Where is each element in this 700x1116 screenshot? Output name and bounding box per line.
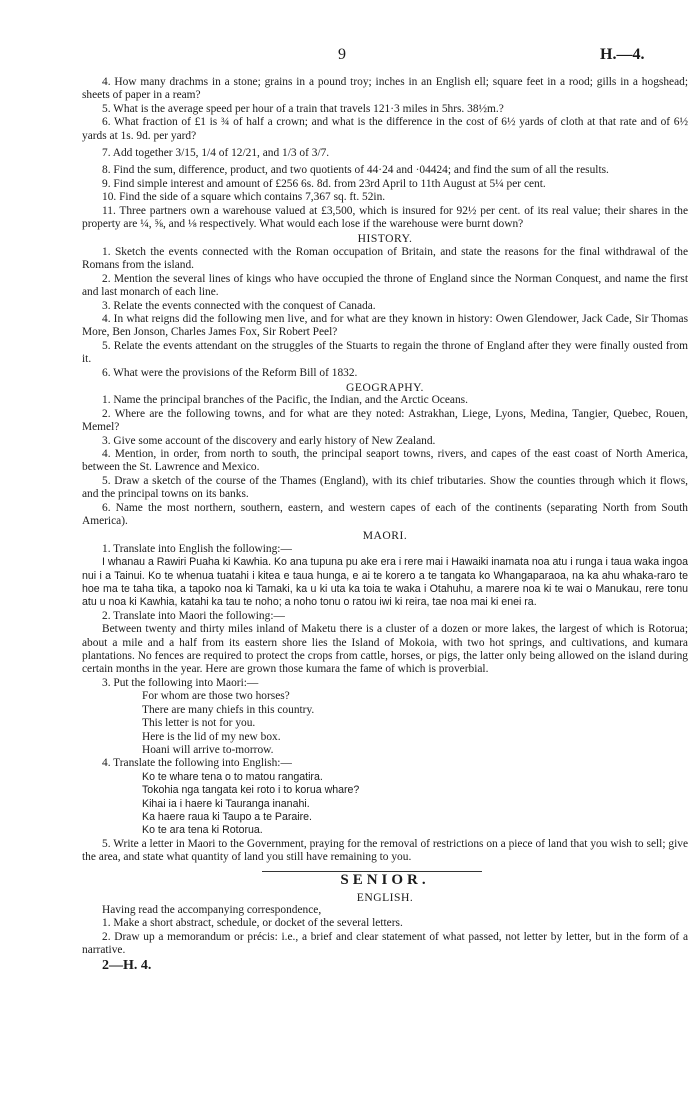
history-q2: 2. Mention the several lines of kings who have occupied the throne of England since the Norman Conquest, and name the first and last monarch of each line. bbox=[82, 272, 688, 299]
arithmetic-q7: 7. Add together 3/15, 1/4 of 12/21, and 1/3 of 3/7. bbox=[102, 147, 330, 160]
maori-q5: 5. Write a letter in Maori to the Government, praying for the removal of restrictions on a piece of land that you wish to sell; give the area, and state what quantity of land you still have remaining to you. bbox=[82, 837, 688, 864]
maori-q2-intro: 2. Translate into Maori the following:— bbox=[102, 609, 285, 622]
page-reference: H.—4. bbox=[600, 46, 645, 63]
geography-q3: 3. Give some account of the discovery and early history of New Zealand. bbox=[102, 434, 436, 447]
history-q1: 1. Sketch the events connected with the Roman occupation of Britain, and state the reasons for the final withdrawal of the Romans from the island. bbox=[82, 245, 688, 272]
history-heading: HISTORY. bbox=[357, 232, 413, 246]
arithmetic-q10: 10. Find the side of a square which contains 7,367 sq. ft. 52in. bbox=[102, 191, 386, 204]
list-item: Ka haere raua ki Taupo a te Paraire. bbox=[142, 810, 313, 823]
list-item: Here is the lid of my new box. bbox=[142, 730, 281, 743]
maori-q1-intro: 1. Translate into English the following:— bbox=[102, 542, 292, 555]
history-q6: 6. What were the provisions of the Reform Bill of 1832. bbox=[102, 366, 358, 379]
maori-q1-passage: I whanau a Rawiri Puaha ki Kawhia. Ko ana tupuna pu ake era i rere mai i Hawaiki inamata noa atu i runga i taua waka ingoa nui i a Tainui. Ko te whenua tuatahi i kitea e taua hunga, e ai te korero a te tangata ko Whangaparaoa, na ka ahu whaka-raro te hoe ma te taha tika, a tapoko noa ki Tamaki, ka u ki uta ka toia te waka i Otahuhu, a marere noa ki te wai o Manukau, rere tonu atu u noa ki Kawhia, katahi ka tau te noho; a noho tonu o ratou iwi ki reira, tae noa mai ki enei ra. bbox=[82, 556, 688, 609]
history-q4: 4. In what reigns did the following men live, and for what are they known in history: Owen Glendower, Jack Cade, Sir Thomas More, Ben Jonson, Charles James Fox, Sir Robert Peel? bbox=[82, 312, 688, 339]
arithmetic-q9: 9. Find simple interest and amount of £256 6s. 8d. from 23rd April to 11th August at 5¼ per cent. bbox=[102, 177, 546, 190]
list-item: There are many chiefs in this country. bbox=[142, 703, 315, 716]
history-q3: 3. Relate the events connected with the conquest of Canada. bbox=[102, 299, 376, 312]
list-item: Kihai ia i haere ki Tauranga inanahi. bbox=[142, 797, 310, 810]
english-heading: ENGLISH. bbox=[356, 890, 414, 904]
geography-q1: 1. Name the principal branches of the Pacific, the Indian, and the Arctic Oceans. bbox=[102, 394, 468, 407]
maori-q4-sentences bbox=[142, 771, 688, 838]
geography-q5: 5. Draw a sketch of the course of the Thames (England), with its chief tributaries. Show the counties through which it flows, and the principal towns on its banks. bbox=[82, 474, 688, 501]
geography-heading: GEOGRAPHY. bbox=[346, 380, 424, 394]
arithmetic-q11: 11. Three partners own a warehouse valued at £3,500, which is insured for 92½ per cent. of its real value; their shares in the property are ¼, ⅝, and ⅛ respectively. What would each lose if the warehouse were burnt down? bbox=[82, 204, 688, 231]
maori-q2-passage: Between twenty and thirty miles inland of Maketu there is a cluster of a dozen or more lakes, the largest of which is Rotorua; about a mile and a half from its eastern shore lies the Island of Mokoia, with two hot springs, and cultivations, and kumara plantations. No fences are required to protect the crops from cattle, horses, or pigs, the latter only being allowed on the island during certain months in the year. Here are grown those kumara the fame of which is proverbial. bbox=[82, 623, 688, 676]
senior-q1: 1. Make a short abstract, schedule, or docket of the several letters. bbox=[102, 917, 403, 930]
list-item: Ko te whare tena o to matou rangatira. bbox=[142, 770, 323, 783]
arithmetic-q5: 5. What is the average speed per hour of a train that travels 121·3 miles in 5hrs. 38½m.? bbox=[102, 102, 504, 115]
list-item: Ko te ara tena ki Rotorua. bbox=[142, 824, 263, 837]
list-item: For whom are those two horses? bbox=[142, 690, 290, 703]
senior-intro: Having read the accompanying correspondence, bbox=[102, 903, 322, 916]
senior-heading: SENIOR. bbox=[340, 871, 430, 888]
maori-heading: MAORI. bbox=[362, 529, 408, 543]
page-number: 9 bbox=[338, 46, 346, 63]
list-item: Tokohia nga tangata kei roto i to korua whare? bbox=[142, 784, 360, 797]
list-item: Hoani will arrive to-morrow. bbox=[142, 743, 274, 756]
section-rule bbox=[262, 871, 482, 872]
page-body bbox=[82, 76, 688, 972]
arithmetic-q8: 8. Find the sum, difference, product, and two quotients of 44·24 and ·04424; and find the sum of all the results. bbox=[102, 164, 609, 177]
signature-mark: 2—H. 4. bbox=[102, 957, 152, 973]
list-item: This letter is not for you. bbox=[142, 717, 256, 730]
maori-q3-sentences bbox=[142, 690, 688, 757]
history-q5: 5. Relate the events attendant on the struggles of the Stuarts to regain the throne of England after they were finally ousted from it. bbox=[82, 339, 688, 366]
arithmetic-q6: 6. What fraction of £1 is ¾ of half a crown; and what is the difference in the cost of 6½ yards of cloth at that rate and of 6½ yards at 1s. 9d. per yard? bbox=[82, 116, 688, 142]
senior-section-divider bbox=[82, 871, 688, 890]
maori-q4-intro: 4. Translate the following into English:— bbox=[102, 757, 292, 770]
geography-q2: 2. Where are the following towns, and for what are they noted: Astrakhan, Liege, Lyons, Medina, Tangier, Quebec, Rouen, Memel? bbox=[82, 407, 688, 434]
geography-q4: 4. Mention, in order, from north to south, the principal seaport towns, rivers, and capes of the east coast of North America, between the St. Lawrence and Mexico. bbox=[82, 447, 688, 474]
arithmetic-q4: 4. How many drachms in a stone; grains in a pound troy; inches in an English ell; square feet in a rood; gills in a hogshead; sheets of paper in a ream? bbox=[82, 76, 688, 102]
maori-q3-intro: 3. Put the following into Maori:— bbox=[102, 676, 259, 689]
senior-q2: 2. Draw up a memorandum or précis: i.e., a brief and clear statement of what passed, not letter by letter, but in the form of a narrative. bbox=[82, 930, 688, 957]
geography-q6: 6. Name the most northern, southern, eastern, and western capes of each of the continents (separating North from South America). bbox=[82, 501, 688, 527]
